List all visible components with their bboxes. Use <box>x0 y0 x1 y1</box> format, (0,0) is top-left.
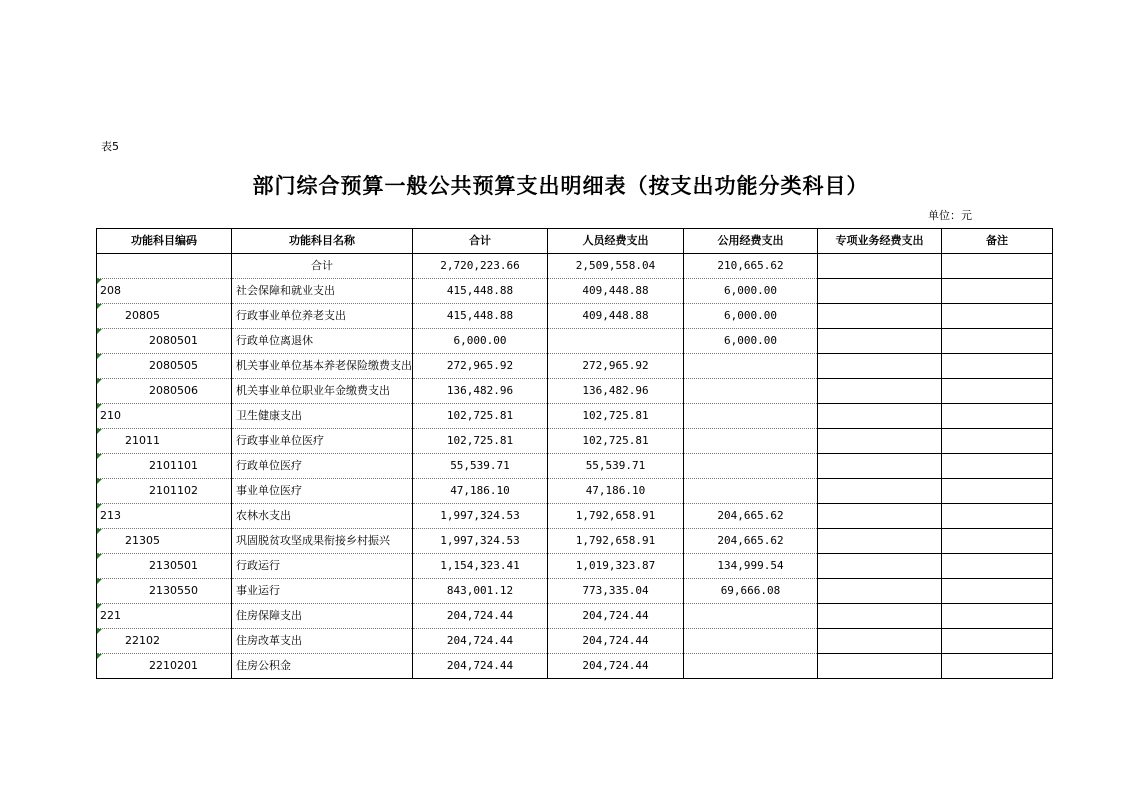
amount-public <box>684 404 818 429</box>
special-cell <box>818 504 942 529</box>
amount-personnel: 272,965.92 <box>548 354 684 379</box>
special-cell <box>818 304 942 329</box>
amount-total: 1,997,324.53 <box>413 504 548 529</box>
special-cell <box>818 379 942 404</box>
amount-total: 415,448.88 <box>413 279 548 304</box>
amount-personnel: 1,792,658.91 <box>548 529 684 554</box>
code-cell <box>97 429 232 454</box>
code-cell <box>97 254 232 279</box>
amount-personnel <box>548 329 684 354</box>
total-amount: 2,720,223.66 <box>413 254 548 279</box>
remark-cell <box>942 579 1053 604</box>
amount-total: 843,001.12 <box>413 579 548 604</box>
amount-total: 415,448.88 <box>413 304 548 329</box>
special-cell <box>818 529 942 554</box>
function-code: 2101101 <box>149 459 198 472</box>
function-code: 20805 <box>125 309 160 322</box>
amount-personnel: 102,725.81 <box>548 404 684 429</box>
table-row <box>97 504 1053 529</box>
remark-cell <box>942 529 1053 554</box>
code-cell <box>97 579 232 604</box>
amount-personnel: 102,725.81 <box>548 429 684 454</box>
special-cell <box>818 254 942 279</box>
amount-personnel: 409,448.88 <box>548 279 684 304</box>
total-row <box>97 254 1053 279</box>
code-cell <box>97 379 232 404</box>
remark-cell <box>942 304 1053 329</box>
remark-cell <box>942 329 1053 354</box>
function-code: 2101102 <box>149 484 198 497</box>
amount-personnel: 773,335.04 <box>548 579 684 604</box>
column-header: 专项业务经费支出 <box>818 229 942 254</box>
function-code: 2130550 <box>149 584 198 597</box>
table-row <box>97 604 1053 629</box>
amount-public <box>684 379 818 404</box>
code-cell <box>97 554 232 579</box>
function-name: 住房公积金 <box>232 654 413 679</box>
table-row <box>97 529 1053 554</box>
amount-personnel: 1,019,323.87 <box>548 554 684 579</box>
code-cell <box>97 454 232 479</box>
table-row <box>97 304 1053 329</box>
cell-marker-icon <box>97 604 102 609</box>
column-header: 合计 <box>413 229 548 254</box>
function-code: 21011 <box>125 434 160 447</box>
function-name: 行政事业单位养老支出 <box>232 304 413 329</box>
code-cell <box>97 654 232 679</box>
code-cell <box>97 279 232 304</box>
cell-marker-icon <box>97 354 102 359</box>
function-code: 2080505 <box>149 359 198 372</box>
table-number: 表5 <box>101 140 119 153</box>
function-name: 农林水支出 <box>232 504 413 529</box>
remark-cell <box>942 654 1053 679</box>
amount-public: 6,000.00 <box>684 279 818 304</box>
amount-total: 136,482.96 <box>413 379 548 404</box>
special-cell <box>818 654 942 679</box>
special-cell <box>818 579 942 604</box>
remark-cell <box>942 404 1053 429</box>
function-name: 住房改革支出 <box>232 629 413 654</box>
code-cell <box>97 354 232 379</box>
amount-public <box>684 654 818 679</box>
cell-marker-icon <box>97 404 102 409</box>
amount-personnel: 204,724.44 <box>548 604 684 629</box>
total-label: 合计 <box>232 254 413 279</box>
function-name: 机关事业单位职业年金缴费支出 <box>232 379 413 404</box>
amount-total: 55,539.71 <box>413 454 548 479</box>
amount-public <box>684 429 818 454</box>
amount-total: 204,724.44 <box>413 654 548 679</box>
budget-table <box>96 228 1053 679</box>
cell-marker-icon <box>97 304 102 309</box>
code-cell <box>97 629 232 654</box>
cell-marker-icon <box>97 454 102 459</box>
code-cell <box>97 529 232 554</box>
cell-marker-icon <box>97 379 102 384</box>
column-header: 公用经费支出 <box>684 229 818 254</box>
amount-public <box>684 629 818 654</box>
special-cell <box>818 554 942 579</box>
amount-public: 204,665.62 <box>684 504 818 529</box>
column-header: 功能科目编码 <box>97 229 232 254</box>
special-cell <box>818 454 942 479</box>
cell-marker-icon <box>97 479 102 484</box>
function-name: 行政运行 <box>232 554 413 579</box>
column-header: 人员经费支出 <box>548 229 684 254</box>
function-code: 2080506 <box>149 384 198 397</box>
amount-public <box>684 454 818 479</box>
special-cell <box>818 354 942 379</box>
amount-public <box>684 354 818 379</box>
cell-marker-icon <box>97 279 102 284</box>
table-row <box>97 554 1053 579</box>
amount-personnel: 47,186.10 <box>548 479 684 504</box>
function-name: 卫生健康支出 <box>232 404 413 429</box>
header-row <box>97 229 1053 254</box>
special-cell <box>818 404 942 429</box>
remark-cell <box>942 354 1053 379</box>
code-cell <box>97 404 232 429</box>
table-row <box>97 329 1053 354</box>
page-title: 部门综合预算一般公共预算支出明细表（按支出功能分类科目） <box>252 173 869 198</box>
function-name: 行政事业单位医疗 <box>232 429 413 454</box>
amount-personnel: 204,724.44 <box>548 654 684 679</box>
code-cell <box>97 304 232 329</box>
function-name: 巩固脱贫攻坚成果衔接乡村振兴 <box>232 529 413 554</box>
code-cell <box>97 604 232 629</box>
amount-personnel: 55,539.71 <box>548 454 684 479</box>
special-cell <box>818 629 942 654</box>
remark-cell <box>942 504 1053 529</box>
table-row <box>97 404 1053 429</box>
amount-public: 134,999.54 <box>684 554 818 579</box>
table-row <box>97 654 1053 679</box>
function-name: 事业单位医疗 <box>232 479 413 504</box>
column-header: 备注 <box>942 229 1053 254</box>
total-personnel: 2,509,558.04 <box>548 254 684 279</box>
function-name: 社会保障和就业支出 <box>232 279 413 304</box>
remark-cell <box>942 479 1053 504</box>
code-cell <box>97 329 232 354</box>
amount-public <box>684 604 818 629</box>
table-row <box>97 579 1053 604</box>
special-cell <box>818 279 942 304</box>
amount-personnel: 136,482.96 <box>548 379 684 404</box>
function-code: 221 <box>100 609 121 622</box>
function-code: 2130501 <box>149 559 198 572</box>
special-cell <box>818 329 942 354</box>
special-cell <box>818 479 942 504</box>
cell-marker-icon <box>97 629 102 634</box>
amount-total: 102,725.81 <box>413 404 548 429</box>
cell-marker-icon <box>97 579 102 584</box>
function-code: 210 <box>100 409 121 422</box>
amount-total: 1,997,324.53 <box>413 529 548 554</box>
table-row <box>97 479 1053 504</box>
remark-cell <box>942 554 1053 579</box>
column-header: 功能科目名称 <box>232 229 413 254</box>
function-code: 22102 <box>125 634 160 647</box>
table-row <box>97 379 1053 404</box>
table-row <box>97 429 1053 454</box>
function-code: 208 <box>100 284 121 297</box>
remark-cell <box>942 254 1053 279</box>
cell-marker-icon <box>97 654 102 659</box>
amount-public <box>684 479 818 504</box>
unit-label: 单位：元 <box>928 209 972 222</box>
amount-public: 6,000.00 <box>684 304 818 329</box>
special-cell <box>818 429 942 454</box>
cell-marker-icon <box>97 504 102 509</box>
cell-marker-icon <box>97 529 102 534</box>
function-code: 21305 <box>125 534 160 547</box>
amount-total: 47,186.10 <box>413 479 548 504</box>
amount-total: 272,965.92 <box>413 354 548 379</box>
table-row <box>97 629 1053 654</box>
cell-marker-icon <box>97 429 102 434</box>
amount-public: 69,666.08 <box>684 579 818 604</box>
amount-public: 204,665.62 <box>684 529 818 554</box>
amount-total: 204,724.44 <box>413 629 548 654</box>
remark-cell <box>942 429 1053 454</box>
table-row <box>97 279 1053 304</box>
amount-personnel: 409,448.88 <box>548 304 684 329</box>
table-row <box>97 354 1053 379</box>
function-name: 事业运行 <box>232 579 413 604</box>
remark-cell <box>942 629 1053 654</box>
remark-cell <box>942 279 1053 304</box>
amount-personnel: 204,724.44 <box>548 629 684 654</box>
function-code: 2210201 <box>149 659 198 672</box>
total-public: 210,665.62 <box>684 254 818 279</box>
function-code: 2080501 <box>149 334 198 347</box>
cell-marker-icon <box>97 554 102 559</box>
remark-cell <box>942 604 1053 629</box>
function-code: 213 <box>100 509 121 522</box>
cell-marker-icon <box>97 329 102 334</box>
function-name: 住房保障支出 <box>232 604 413 629</box>
amount-total: 204,724.44 <box>413 604 548 629</box>
function-name: 行政单位离退休 <box>232 329 413 354</box>
function-name: 机关事业单位基本养老保险缴费支出 <box>232 354 413 379</box>
amount-total: 1,154,323.41 <box>413 554 548 579</box>
amount-public: 6,000.00 <box>684 329 818 354</box>
remark-cell <box>942 454 1053 479</box>
amount-total: 6,000.00 <box>413 329 548 354</box>
code-cell <box>97 479 232 504</box>
amount-personnel: 1,792,658.91 <box>548 504 684 529</box>
amount-total: 102,725.81 <box>413 429 548 454</box>
table-row <box>97 454 1053 479</box>
special-cell <box>818 604 942 629</box>
function-name: 行政单位医疗 <box>232 454 413 479</box>
code-cell <box>97 504 232 529</box>
remark-cell <box>942 379 1053 404</box>
